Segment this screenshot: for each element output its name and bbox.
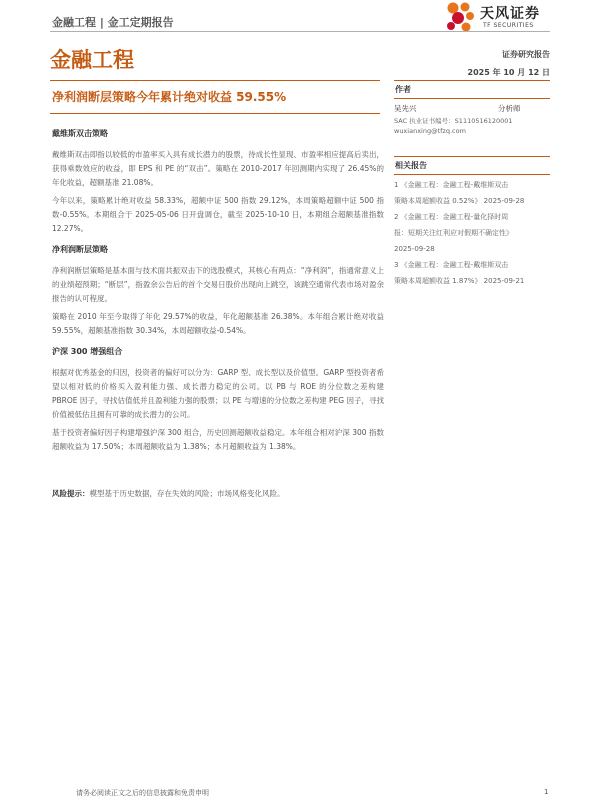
related-report-line: 策略本周超额收益 0.52%》 2025-09-28 — [394, 197, 525, 205]
report-date: 2025 年 10 月 12 日 — [467, 68, 550, 77]
title-divider-top — [50, 80, 380, 81]
report-title: 净利润断层策略今年累计绝对收益 59.55% — [52, 90, 287, 104]
main-content — [52, 120, 384, 458]
related-report-line: 2 《金融工程：金融工程-量化择时周 — [394, 213, 509, 221]
related-report-line: 策略本周超额收益 1.87%》 2025-09-21 — [394, 277, 525, 285]
footer-disclaimer: 请务必阅读正文之后的信息披露和免责申明 — [76, 789, 209, 797]
report-type: 证券研究报告 — [502, 50, 550, 59]
logo-text-en: TF SECURITIES — [483, 22, 534, 29]
section-paragraph: 戴维斯双击即指以较低的市盈率买入具有成长潜力的股票，待成长性显现、市盈率相应提高后卖出，获得乘数效应的收益，即 EPS 和 PE 的“双击”。策略在 2010-2017 年回测期内实现了 26.45%的年化收益，超额基准 21.08%。 — [52, 150, 384, 187]
sidebar — [394, 80, 550, 289]
logo-text-cn: 天风证券 — [480, 6, 540, 22]
section-paragraph: 基于投资者偏好因子构建增强沪深 300 组合，历史回测超额收益稳定。本年组合相对沪深 300 指数超额收益为 17.50%；本周超额收益为 1.38%；本月超额收益为 1.38%。 — [52, 428, 384, 451]
related-report-item[interactable] — [394, 209, 550, 257]
section-heading: 净利润断层策略 — [52, 245, 108, 254]
section-heading: 戴维斯双击策略 — [52, 129, 108, 138]
related-reports-heading: 相关报告 — [394, 156, 550, 175]
section-paragraph: 今年以来，策略累计绝对收益 58.33%，超额中证 500 指数 29.12%，本周策略超额中证 500 指数-0.55%。本期组合于 2025-05-06 日开盘调仓，截至 2025-10-10 日，本期组合超额基准指数 12.27%。 — [52, 196, 384, 233]
author-email[interactable]: wuxianxing@tfzq.com — [394, 127, 466, 135]
risk-label: 风险提示： — [52, 489, 90, 498]
related-report-item[interactable] — [394, 177, 550, 209]
author-heading: 作者 — [394, 80, 550, 99]
author-sac-number: SAC 执业证书编号：S1110516120001 — [394, 117, 513, 125]
breadcrumb: 金融工程 | 金工定期报告 — [52, 16, 174, 29]
title-divider-bottom — [50, 113, 380, 114]
author-row — [394, 103, 550, 116]
page-number: 1 — [544, 788, 549, 796]
report-category: 金融工程 — [50, 48, 134, 72]
header-divider — [50, 31, 550, 32]
author-role: 分析师 — [498, 104, 521, 113]
related-report-line: 1 《金融工程：金融工程-戴维斯双击 — [394, 181, 509, 189]
related-report-line: 2025-09-28 — [394, 245, 435, 253]
related-reports-list — [394, 177, 550, 289]
company-logo — [446, 2, 556, 32]
section-heading: 沪深 300 增强组合 — [52, 347, 123, 356]
section-paragraph: 根据对优秀基金的归因，投资者的偏好可以分为：GARP 型、成长型以及价值型。GARP 型投资者希望以相对低的价格买入盈利能力强、成长潜力稳定的公司。以 PB 与 ROE 的分位数之差构建 PBROE 因子，寻找估值低并且盈利能力强的股票；以 PE 与增速的分位数之差构建 PEG 因子，寻找价值被低估且拥有可靠的成长潜力的公司。 — [52, 368, 384, 419]
section-paragraph: 净利润断层策略是基本面与技术面共振双击下的选股模式，其核心有两点：“净利润”，指通常意义上的业绩超预期；“断层”，指盈余公告后的首个交易日股价出现向上跳空，该跳空通常代表市场对盈余报告的认可程度。 — [52, 266, 384, 303]
risk-warning — [52, 487, 384, 501]
tf-securities-logo-icon — [446, 2, 476, 32]
section-paragraph: 策略在 2010 年至今取得了年化 29.57%的收益，年化超额基准 26.38%。本年组合累计绝对收益 59.55%，超额基准指数 30.34%，本周超额收益-0.54%。 — [52, 312, 384, 335]
author-name: 吴先兴 — [394, 104, 417, 113]
related-report-line: 报：短期关注红利应对假期不确定性》 — [394, 229, 513, 237]
related-report-line: 3 《金融工程：金融工程-戴维斯双击 — [394, 261, 509, 269]
risk-text: 模型基于历史数据，存在失效的风险；市场风格变化风险。 — [89, 489, 285, 498]
related-report-item[interactable] — [394, 257, 550, 289]
